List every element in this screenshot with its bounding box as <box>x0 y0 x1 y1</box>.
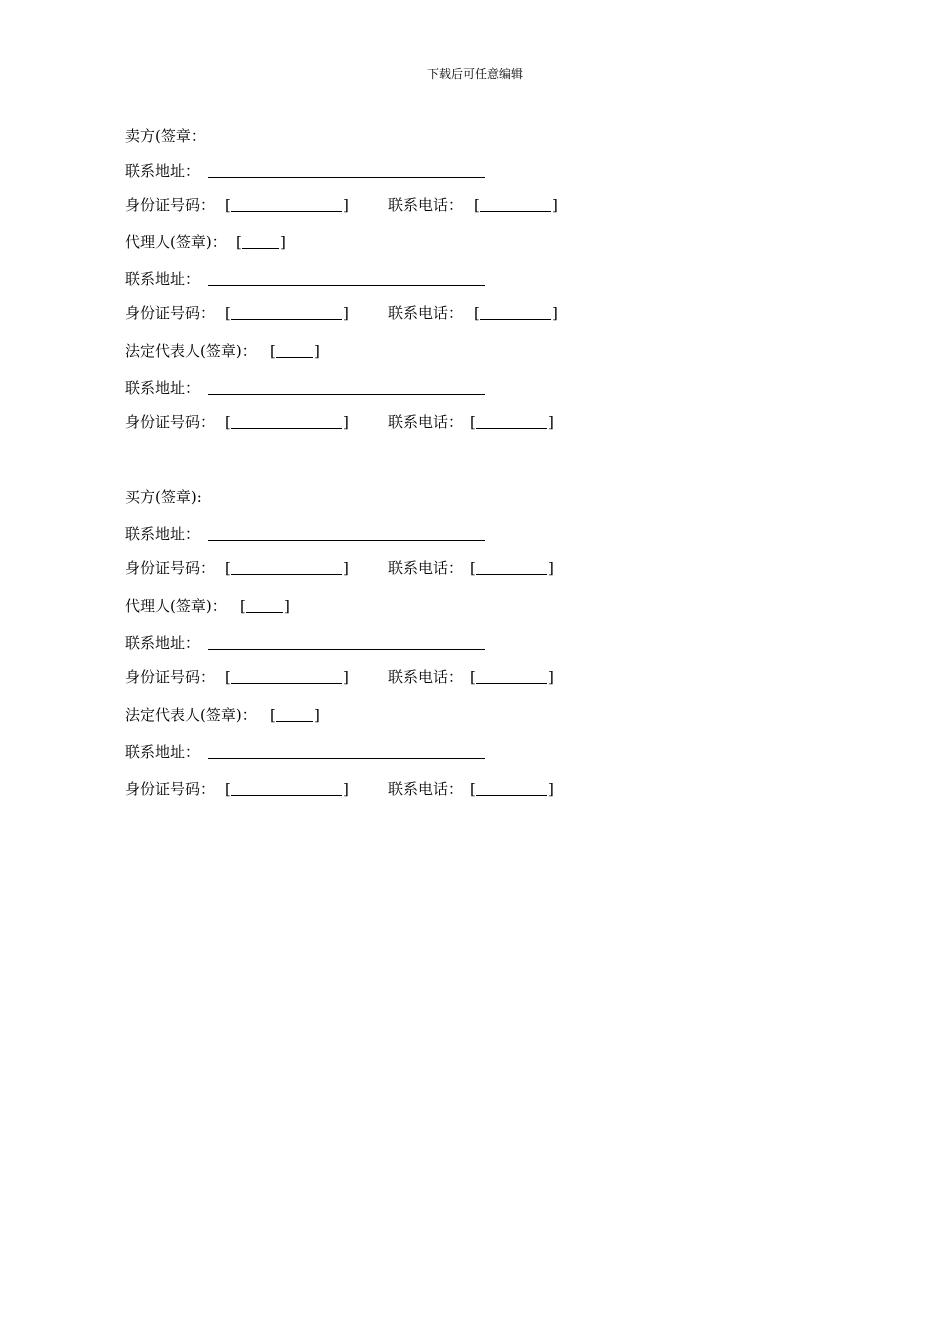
buyer-phone-label: 联系电话： <box>388 559 464 577</box>
buyer-title-label: 买方(签章): <box>125 488 202 506</box>
seller-legal-rep-row <box>125 340 325 362</box>
buyer-agent-label: 代理人(签章)： <box>125 597 227 615</box>
buyer-legal-rep-phone-close-bracket: ] <box>548 780 554 798</box>
seller-legal-rep-id-open-bracket: [ <box>225 413 231 431</box>
buyer-address-blank[interactable] <box>208 540 485 541</box>
seller-agent-close-bracket: ] <box>280 233 286 251</box>
seller-phone-close-bracket: ] <box>552 196 558 214</box>
buyer-id-close-bracket: ] <box>343 559 349 577</box>
seller-agent-phone-open-bracket: [ <box>474 304 480 322</box>
seller-agent-phone-close-bracket: ] <box>552 304 558 322</box>
seller-legal-rep-phone-close-bracket: ] <box>548 413 554 431</box>
seller-legal-rep-blank[interactable] <box>276 357 313 358</box>
buyer-agent-phone-close-bracket: ] <box>548 668 554 686</box>
seller-legal-rep-id-blank[interactable] <box>231 428 342 429</box>
buyer-legal-rep-address-blank[interactable] <box>208 758 485 759</box>
seller-agent-id-row <box>125 302 565 324</box>
seller-id-close-bracket: ] <box>343 196 349 214</box>
buyer-legal-rep-id-blank[interactable] <box>231 795 342 796</box>
buyer-agent-id-row <box>125 666 565 688</box>
seller-agent-address-label: 联系地址： <box>125 270 201 288</box>
seller-legal-rep-address-row <box>125 377 200 399</box>
buyer-agent-address-label: 联系地址： <box>125 634 201 652</box>
seller-legal-rep-label: 法定代表人(签章)： <box>125 342 257 360</box>
seller-address-label: 联系地址： <box>125 162 201 180</box>
buyer-address-row <box>125 523 200 545</box>
seller-agent-label: 代理人(签章)： <box>125 233 227 251</box>
buyer-id-open-bracket: [ <box>225 559 231 577</box>
seller-agent-address-blank[interactable] <box>208 285 485 286</box>
seller-agent-address-row <box>125 268 200 290</box>
buyer-legal-rep-label: 法定代表人(签章)： <box>125 706 257 724</box>
seller-legal-rep-phone-blank[interactable] <box>476 428 547 429</box>
buyer-agent-id-open-bracket: [ <box>225 668 231 686</box>
seller-agent-phone-blank[interactable] <box>480 319 551 320</box>
seller-id-blank[interactable] <box>231 211 342 212</box>
buyer-phone-close-bracket: ] <box>548 559 554 577</box>
seller-legal-rep-phone-open-bracket: [ <box>470 413 476 431</box>
buyer-agent-close-bracket: ] <box>284 597 290 615</box>
seller-address-blank[interactable] <box>208 177 485 178</box>
seller-legal-rep-phone-label: 联系电话： <box>388 413 464 431</box>
seller-id-open-bracket: [ <box>225 196 231 214</box>
buyer-agent-phone-label: 联系电话： <box>388 668 464 686</box>
seller-phone-open-bracket: [ <box>474 196 480 214</box>
buyer-legal-rep-id-close-bracket: ] <box>343 780 349 798</box>
seller-agent-id-label: 身份证号码： <box>125 304 216 322</box>
seller-title <box>125 125 206 147</box>
buyer-legal-rep-address-label: 联系地址： <box>125 743 201 761</box>
buyer-agent-id-label: 身份证号码： <box>125 668 216 686</box>
seller-agent-id-open-bracket: [ <box>225 304 231 322</box>
buyer-legal-rep-row <box>125 704 325 726</box>
seller-agent-id-close-bracket: ] <box>343 304 349 322</box>
buyer-id-row <box>125 557 565 579</box>
buyer-legal-rep-blank[interactable] <box>276 721 313 722</box>
buyer-agent-id-close-bracket: ] <box>343 668 349 686</box>
seller-legal-rep-open-bracket: [ <box>270 342 276 360</box>
seller-title-label: 卖方(签章： <box>125 127 206 145</box>
seller-agent-phone-label: 联系电话： <box>388 304 464 322</box>
buyer-id-label: 身份证号码： <box>125 559 216 577</box>
seller-legal-rep-address-blank[interactable] <box>208 394 485 395</box>
buyer-address-label: 联系地址： <box>125 525 201 543</box>
buyer-agent-address-row <box>125 632 200 654</box>
seller-legal-rep-id-row <box>125 411 565 433</box>
buyer-agent-open-bracket: [ <box>240 597 246 615</box>
buyer-legal-rep-id-open-bracket: [ <box>225 780 231 798</box>
buyer-agent-row <box>125 595 305 617</box>
buyer-legal-rep-phone-open-bracket: [ <box>470 780 476 798</box>
seller-id-label: 身份证号码： <box>125 196 216 214</box>
buyer-phone-blank[interactable] <box>476 574 547 575</box>
seller-legal-rep-id-label: 身份证号码： <box>125 413 216 431</box>
buyer-legal-rep-open-bracket: [ <box>270 706 276 724</box>
buyer-agent-phone-blank[interactable] <box>476 683 547 684</box>
buyer-id-blank[interactable] <box>231 574 342 575</box>
buyer-legal-rep-id-label: 身份证号码： <box>125 780 216 798</box>
seller-agent-blank[interactable] <box>242 248 279 249</box>
buyer-legal-rep-address-row <box>125 741 200 763</box>
buyer-title <box>125 486 202 508</box>
seller-legal-rep-id-close-bracket: ] <box>343 413 349 431</box>
seller-legal-rep-close-bracket: ] <box>314 342 320 360</box>
buyer-phone-open-bracket: [ <box>470 559 476 577</box>
seller-legal-rep-address-label: 联系地址： <box>125 379 201 397</box>
buyer-legal-rep-id-row <box>125 778 565 800</box>
seller-id-row <box>125 194 565 216</box>
page-header: 下载后可任意编辑 <box>426 67 523 81</box>
buyer-agent-blank[interactable] <box>246 612 283 613</box>
seller-agent-id-blank[interactable] <box>231 319 342 320</box>
seller-phone-blank[interactable] <box>480 211 551 212</box>
seller-agent-row <box>125 231 305 253</box>
buyer-legal-rep-close-bracket: ] <box>314 706 320 724</box>
seller-phone-label: 联系电话： <box>388 196 464 214</box>
seller-address-row <box>125 160 200 182</box>
seller-agent-open-bracket: [ <box>236 233 242 251</box>
buyer-legal-rep-phone-label: 联系电话： <box>388 780 464 798</box>
buyer-legal-rep-phone-blank[interactable] <box>476 795 547 796</box>
buyer-agent-phone-open-bracket: [ <box>470 668 476 686</box>
buyer-agent-address-blank[interactable] <box>208 649 485 650</box>
buyer-agent-id-blank[interactable] <box>231 683 342 684</box>
